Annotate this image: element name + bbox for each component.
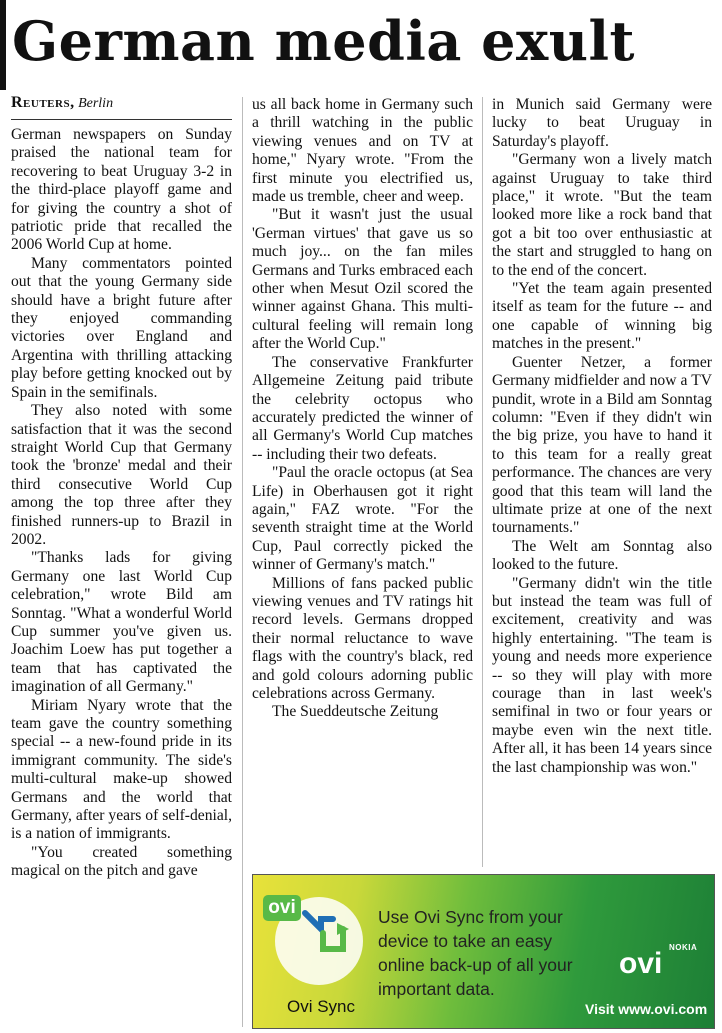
paragraph: us all back home in Germany such a thrill watching in the public viewing venues and on TV at home," Nyary wrote. "From the first minute you electrified us, made us tremble, cheer and weep. — [252, 96, 473, 206]
sync-arrows-icon — [299, 903, 355, 959]
paragraph: The conservative Frankfurter Allgemeine Zeitung paid tribute the celebrity octopus who accurately predicted the winner of all Germany's World Cup matches -- including their two defeats. — [252, 353, 473, 463]
paragraph: German newspapers on Sunday praised the national team for recovering to beat Uruguay 3-2 in the third-place playoff game and for giving the country a shot of patriotic pride that recalled the 2006 World Cup at home. — [11, 126, 232, 254]
byline-agency: Reuters, — [11, 94, 75, 111]
paragraph: "But it wasn't just the usual 'German virtues' that gave us so much joy... on the fan miles Germans and Turks embraced each other when Mesut Ozil scored the winner against Ghana. This multi-cultural feeling will remain long after the World Cup." — [252, 206, 473, 353]
headline: German media exult — [12, 9, 635, 73]
nokia-logo: NOKIA — [669, 943, 698, 952]
paragraph: Guenter Netzer, a former Germany midfielder and now a TV pundit, wrote in a Bild am Sonntag column: "Even if they didn't win the big prize, you have to hand it to this team for a really great performance. The chances are very good that this team will land the ultimate prize at one of the next tournaments." — [492, 353, 712, 537]
article-column-1 — [11, 95, 232, 881]
byline — [11, 95, 232, 120]
ovi-badge: ovi — [263, 895, 301, 921]
paragraph: Miriam Nyary wrote that the team gave the country something special -- a new-found pride in its immigrant community. The side's multi-cultural make-up showed Germans and the world that Germany, after years of self-denial, is a nation of immigrants. — [11, 696, 232, 843]
ovi-sync-label: Ovi Sync — [287, 997, 356, 1016]
paragraph: They also noted with some satisfaction that it was the second straight World Cup that Germany took the 'bronze' medal and their third consecutive World Cup among the top three after they finished runners-up to Brazil in 2002. — [11, 402, 232, 548]
paragraph: "Yet the team again presented itself as team for the future -- and one capable of winning big matches in the present." — [492, 280, 712, 353]
column-divider — [482, 97, 483, 867]
paragraph: The Welt am Sonntag also looked to the future. — [492, 537, 712, 574]
paragraph: "Germany didn't win the title but instead the team was full of excitement, creativity and was highly entertaining. "The team is young and needs more experience -- so they will play with more courage than in last week's semifinal in two or four years or maybe even win the next title. After all, it has been 14 years since the last championship was won." — [492, 574, 712, 776]
paragraph: "You created something magical on the pitch and gave — [11, 843, 232, 880]
byline-place: Berlin — [78, 96, 114, 111]
paragraph: in Munich said Germany were lucky to beat Uruguay in Saturday's playoff. — [492, 96, 712, 150]
paragraph: "Thanks lads for giving Germany one last World Cup celebration," wrote Bild am Sonntag. "What a wonderful World Cup summer you've given us. Joachim Loew has put together a team that has captivated the imagination of all Germany." — [11, 549, 232, 696]
ovi-logo: ovi — [619, 947, 663, 980]
visit-link[interactable]: Visit www.ovi.com — [585, 1001, 708, 1017]
ad-copy: Use Ovi Sync from your device to take an easy online back-up of all your important data. — [378, 907, 573, 999]
paragraph: "Paul the oracle octopus (at Sea Life) in Oberhausen got it right again," FAZ wrote. "For the seventh straight time at the World Cup, Paul correctly picked the winner of Germany's match." — [252, 464, 473, 574]
paragraph: Many commentators pointed out that the young Germany side should have a bright future after they enjoyed commanding victories over England and Argentina with thrilling attacking play before getting knocked out by Spain in the semifinals. — [11, 254, 232, 401]
article-column-3 — [492, 96, 712, 777]
article-column-2 — [252, 96, 473, 722]
ovi-sync-advertisement[interactable] — [252, 874, 715, 1029]
paragraph: "Germany won a lively match against Uruguay to take third place," it wrote. "But the team looked more like a rock band that got a bit too over enthusiastic at the start and struggled to hang on to the end of the concert. — [492, 151, 712, 279]
left-edge-rule — [0, 0, 6, 90]
paragraph: The Sueddeutsche Zeitung — [272, 703, 439, 721]
paragraph: Millions of fans packed public viewing venues and TV ratings hit record levels. Germans dropped their normal reluctance to wave flags with the country's black, red and gold colours adorning public celebrations across Germany. — [252, 574, 473, 702]
column-divider — [242, 97, 243, 1027]
